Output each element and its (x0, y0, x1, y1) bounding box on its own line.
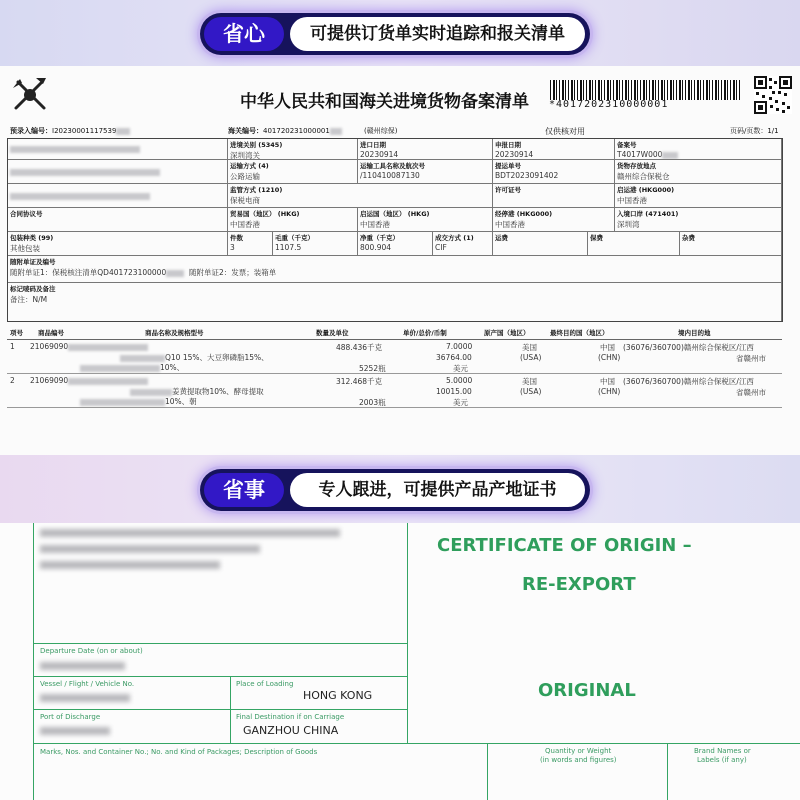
declaration-date-cell: 申报日期 20230914 (493, 139, 615, 160)
transport-mode-cell: 运输方式 (4) 公路运输 (228, 160, 358, 184)
package-count-cell: 件数 3 (228, 232, 273, 256)
banner-tag: 省心 (204, 17, 284, 51)
banner-pill (200, 13, 590, 55)
port-of-discharge-label: Port of Discharge (40, 713, 101, 721)
verify-note: 仅供核对用 (545, 127, 585, 136)
quantity-sublabel: (in words and figures) (540, 756, 617, 764)
final-destination-value: GANZHOU CHINA (243, 724, 339, 737)
col-domestic-destination: 境内目的地 (678, 329, 711, 337)
banner-pill (200, 469, 590, 511)
supervision-mode-cell: 监管方式 (1210) 保税电商 (228, 184, 493, 208)
certificate-of-origin (0, 523, 800, 800)
form-title: 中华人民共和国海关进境货物备案清单 (240, 92, 529, 112)
certificate-title: CERTIFICATE OF ORIGIN – (437, 535, 692, 556)
net-weight-cell: 净重（千克） 800.904 (358, 232, 433, 256)
final-destination-label: Final Destination if on Carriage (236, 713, 345, 721)
origin-country-cell: 启运国（地区） (HKG) 中国香港 (358, 208, 493, 232)
vehicle-cell: 运输工具名称及航次号 /110410087130 (358, 160, 493, 184)
banner-tag: 省事 (204, 473, 284, 507)
col-origin: 原产国（地区） (484, 329, 530, 337)
departure-port-cell: 启运港 (HKG000) 中国香港 (615, 184, 782, 208)
header-grid (7, 138, 783, 322)
barcode-number: *4017202310000001 (549, 99, 669, 110)
departure-date-label: Departure Date (on or about) (40, 647, 143, 655)
quantity-label: Quantity or Weight (545, 747, 612, 755)
entry-port-cell: 入境口岸 (471401) 深圳湾 (615, 208, 782, 232)
import-date-cell: 进口日期 20230914 (358, 139, 493, 160)
freight-cell: 运费 (493, 232, 588, 256)
brand-label: Brand Names or (694, 747, 751, 755)
col-price: 单价/总价/币制 (403, 329, 447, 337)
place-of-loading-value: HONG KONG (303, 689, 373, 702)
col-destination: 最终目的国（地区） (550, 329, 609, 337)
transit-port-cell: 经停港 (HKG000) 中国香港 (493, 208, 615, 232)
barcode (550, 80, 740, 100)
attached-documents-cell: 随附单证及编号 随附单证1：保税核注清单QD401723100000 随附单证2：发票；装箱单 (8, 256, 782, 283)
gross-weight-cell: 毛重（千克） 1107.5 (273, 232, 358, 256)
trade-country-cell: 贸易国（地区） (HKG) 中国香港 (228, 208, 358, 232)
banner-slogan: 专人跟进，可提供产品产地证书 (290, 473, 585, 507)
storage-location-cell: 货物存放地点 赣州综合保税仓 (615, 160, 782, 184)
license-number-cell: 许可证号 (493, 184, 615, 208)
vessel-label: Vessel / Flight / Vehicle No. (40, 680, 135, 688)
record-number-cell: 备案号 T4017W000 (615, 139, 782, 160)
col-item-no: 项号 (10, 329, 23, 337)
middle-banner (0, 455, 800, 523)
bill-of-lading-cell: 提运单号 BDT2023091402 (493, 160, 615, 184)
pre-entry-number: 预录入编号：I20230001117539 (10, 126, 130, 136)
misc-fees-cell: 杂费 (680, 232, 782, 256)
brand-sublabel: Labels (if any) (697, 756, 747, 764)
place-of-loading-label: Place of Loading (236, 680, 294, 688)
insurance-cell: 保费 (588, 232, 680, 256)
entry-customs-cell: 进境关别 (5345) 深圳湾关 (228, 139, 358, 160)
customs-declaration-form: 中华人民共和国海关进境货物备案清单 *4017202310000001 预录入编号：I20230001117539 海关编号：401720231000001 (赣州综保) 仅供核对用 页码/页数：1/1 进境关别 (5345) 深圳湾关 进口日期 20230914 申报日期 20230914 备案号 T4017W000 运输方式 (4) 公路运输 运输工具名称及航次号 /110410087130 提运单号 BDT2023091402 货物存放地点 赣州综合保税仓 监管方式 (1210) 保税电商 许可证号 启运港 (HKG000) 中国香港 合同协议号 贸易国（地区） (HKG) 中国香港 启运国（地区） (HKG) 中国香港 经停港 (HKG000) 中国香港 入境口岸 (471401) 深圳湾 包装种类 (99) 其他包装 件数 3 毛重（千克） 1107.5 净重（千克） 800.904 成交方式 (1) CIF 运费 保费 杂费 随附单证及编号 随附单证1：保税核注清单QD401723100000 随附单证2：发票；装箱单 标记唛码及备注 备注：N/M 项号 商品编号 商品名称及规格型号 数量及单位 单价/总价/币制 原产国（地区） 最终目的国（地区） 境内目的地 1 21069090 Q10 15%、大豆卵磷脂15%、 10%、 488.436千克 5252瓶 7.0000 36764.00 美元 美国 (USA) 中国 (CHN) (36076/360700)赣州综合保税区/江西 省赣州市 2 21069090 姜黄提取物10%、酵母提取 10%、朝 312.468千克 2003瓶 5.0000 10015.00 美元 美国 (USA) 中国 (CHN) (36076/360700)赣州综合保税区/江西 省赣州市 (0, 66, 800, 455)
banner-slogan: 可提供订货单实时追踪和报关清单 (290, 17, 585, 51)
page-number: 页码/页数：1/1 (730, 127, 779, 135)
original-stamp: ORIGINAL (538, 680, 636, 701)
transaction-mode-cell: 成交方式 (1) CIF (433, 232, 493, 256)
col-description: 商品名称及规格型号 (145, 329, 204, 337)
certificate-subtitle: RE-EXPORT (522, 574, 636, 595)
col-commodity-code: 商品编号 (38, 329, 64, 337)
package-type-cell: 包装种类 (99) 其他包装 (8, 232, 228, 256)
col-quantity: 数量及单位 (316, 329, 349, 337)
marks-description-label: Marks, Nos. and Container No.; No. and Kind of Packages; Description of Goods (40, 748, 318, 756)
customs-emblem-icon (10, 74, 50, 114)
top-banner (0, 0, 800, 66)
qr-code-icon (754, 76, 792, 114)
customs-number: 海关编号：401720231000001 (赣州综保) (228, 127, 398, 135)
contract-number-cell: 合同协议号 (8, 208, 228, 232)
remarks-cell: 标记唛码及备注 备注：N/M (8, 283, 782, 321)
